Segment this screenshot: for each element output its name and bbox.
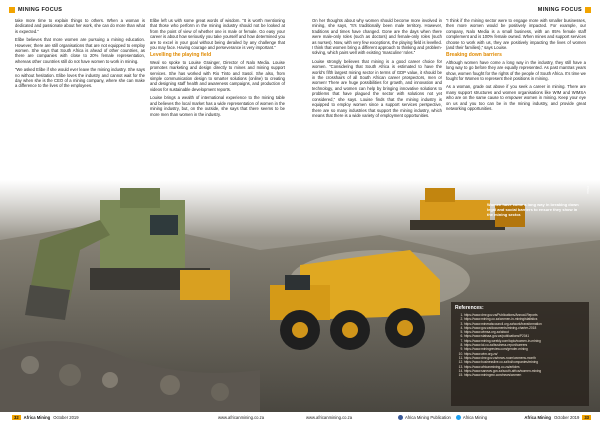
paragraph: As a woman, grade out above if you seek a career in mining. There are many support structures and women organisations like WIM and WIMSA who are on the same cause to empower women in mining. Keep your eye on us and you too can be in the mining industry, and provide great networking opportunities. bbox=[446, 84, 586, 112]
photo-caption: Women have come a long way in breaking down legal and social barriers to ensure they show in the mining sector. bbox=[487, 202, 579, 217]
header-marker-icon bbox=[9, 7, 15, 13]
footer-date: October 2019 bbox=[53, 415, 79, 420]
footer-right bbox=[524, 413, 591, 422]
paragraph: On her thoughts about why women should become more involved in mining, she says, “It’s traditionally been male territory. However, traditions and times have changed. Gone are the days when there were male-only roles (such as doctors) and female-only roles (such as nurses). Now, with very few exceptions, the playing field is levelled. I think that women bring a different approach to thinking and problem-solving, which pairs well with existing ‘masculine’ roles.” bbox=[312, 18, 442, 56]
reference-item[interactable]: 7. https://www.mining-weekly.com/topic/women-in-mining bbox=[464, 339, 585, 343]
reference-item[interactable]: 2. https://www.mining.co.za/women-in-mining/statistics bbox=[464, 317, 585, 321]
paragraph: Louise brings a wealth of international experience to the mining table and believes the local market has a wide representation of women in the mining industry, but, on the outside, she says that there seems to be more men than women in the industry. bbox=[150, 95, 285, 117]
references-list bbox=[455, 313, 585, 377]
article-column-4 bbox=[446, 18, 586, 115]
footer-brand: Africa Mining bbox=[23, 415, 51, 420]
social-handle[interactable]: Africa Mining Publication bbox=[405, 415, 451, 420]
reference-item[interactable]: 14. https://www.sanews.gov.za/south-africa/women-mining bbox=[464, 369, 585, 373]
footer-left bbox=[9, 413, 79, 422]
paragraph: Although women have come a long way in the industry, they still have a long way to go before they are equally represented. As past mantras years show, women fought for the rights of the people of South Africa. It’s time we fought for Women to represent their positions in mining. bbox=[446, 59, 586, 82]
footer-social bbox=[398, 413, 487, 422]
reference-item[interactable]: 11. https://www.dmr.gov.za/news-room/womens-month bbox=[464, 356, 585, 360]
paragraph: Weal so spoke to Louise Grainger, Director of Nalo Media. Louise promotes marketing and design directly to mines and mining support services. She has worked with Rio Tinto and Sasol. She also, from simple communication design to smarter solutions (online) to creating and designing staff health and awareness campaigns, and production of videos for sustainable development reports. bbox=[150, 59, 285, 92]
footer-url-link[interactable]: www.africanmining.co.za bbox=[306, 415, 353, 420]
photo-credit: Photo bbox=[586, 186, 590, 194]
section-header-label: MINING FOCUS bbox=[18, 7, 63, 13]
reference-item[interactable]: 12. https://www.businesslive.co.za/bd/companies/mining bbox=[464, 360, 585, 364]
article-column-3 bbox=[312, 18, 442, 121]
social-handle[interactable]: Africa Mining bbox=[462, 415, 488, 420]
paragraph: Elibe left us with some great words of wisdom. “It is worth mentioning that those who perform in the mining industry should not be looked at from the point of view of whether one is male or female. Go easy your career is about how seriously you take yourself and how determined you are to excel in your goal without being derailed by any challenge that you may face. Having courage and perseverance is very important.” bbox=[150, 18, 285, 51]
footer-url-center[interactable] bbox=[306, 413, 352, 422]
paragraph: take more time to explain things to others. When a woman is dedicated and passionate about her work, she can do more than what is expected.” bbox=[15, 18, 145, 34]
subheading: Levelling the playing field bbox=[150, 52, 212, 59]
section-header-label: MINING FOCUS bbox=[537, 7, 582, 13]
reference-item[interactable]: 3. https://www.mineralscouncil.org.za/work/transformation bbox=[464, 322, 585, 326]
paragraph: “We asked Elibe if she would ever leave the mining industry. She says no without hesitation. Elibe loves the industry and cannot wait for the day when she is the CEO of a mining company, where she can make a difference to the lives of the employees. bbox=[15, 67, 145, 89]
reference-item[interactable]: 4. https://www.gov.za/documents/mining-charter-2018 bbox=[464, 326, 585, 330]
references-title: References: bbox=[455, 305, 484, 311]
footer-url-link[interactable]: www.africanmining.co.za bbox=[218, 415, 265, 420]
page-number: 33 bbox=[584, 415, 589, 420]
paragraph: Elibe believes that more women are pursuing a mining education. However, there are still organisations that are not equipped to employ women. She says that South Africa is ahead of other countries, as there are companies with close to 20% female representation, whereas other countries still do not have women to work in mining. bbox=[15, 37, 145, 64]
page-number: 32 bbox=[14, 415, 19, 420]
reference-item[interactable]: 9. https://www.miningreview.com/gender-mining bbox=[464, 347, 585, 351]
article-column-1 bbox=[15, 18, 145, 92]
facebook-icon[interactable] bbox=[398, 415, 403, 420]
references-box bbox=[451, 302, 589, 406]
article-column-2 bbox=[150, 18, 285, 120]
subheading: Breaking down barriers bbox=[446, 52, 502, 59]
reference-item[interactable]: 1. https://www.dmr.gov.za/Publications/Annual-Reports bbox=[464, 313, 585, 317]
twitter-icon[interactable] bbox=[456, 415, 461, 420]
paragraph: Louise strongly believes that mining is a good career choice for women. “Considering that South Africa is estimated to have the world’s fifth largest mining sector in terms of GDP value, it should be in the crosshairs of all South African career prospectors, men or women! There are huge possibilities for growth, and innovation and technology, and women can help by bringing innovative solutions to problems that have plagued the sector with solutions not yet considered,” she says. Louise finds that the mining industry is equipped to employ women since a support services perspective, there are so many industries that support the mining industry, which means that there is a wide variety of employment opportunities. bbox=[312, 58, 442, 118]
reference-item[interactable]: 5. https://www.wimsa.org.za/about bbox=[464, 330, 585, 334]
footer-brand: Africa Mining bbox=[524, 415, 551, 420]
reference-item[interactable]: 15. https://www.miningmx.com/news/women bbox=[464, 373, 585, 377]
reference-item[interactable]: 13. https://www.africanmining.co.za/articles bbox=[464, 365, 585, 369]
footer-date: October 2019 bbox=[553, 415, 580, 420]
section-header-left bbox=[9, 4, 62, 16]
reference-item[interactable]: 8. https://www.iol.co.za/business-report/careers bbox=[464, 343, 585, 347]
section-header-right bbox=[538, 4, 591, 16]
paragraph: “I think if the mining sector were to engage more with smaller businesses, then more women would be positively impacted. For example, our company, Nalo Media is a small business, with an 85% female staff complement and is 100% female owned. When mines and support services choose to work with us, they are positively impacting the lives of women (and their families),” says Louise. bbox=[446, 18, 586, 51]
reference-item[interactable]: 6. https://www.statssa.gov.za/publications/P2041 bbox=[464, 334, 585, 338]
reference-item[interactable]: 10. https://www.wim.org.za/ bbox=[464, 352, 585, 356]
footer-url-left[interactable] bbox=[218, 413, 264, 422]
header-marker-icon bbox=[585, 7, 591, 13]
